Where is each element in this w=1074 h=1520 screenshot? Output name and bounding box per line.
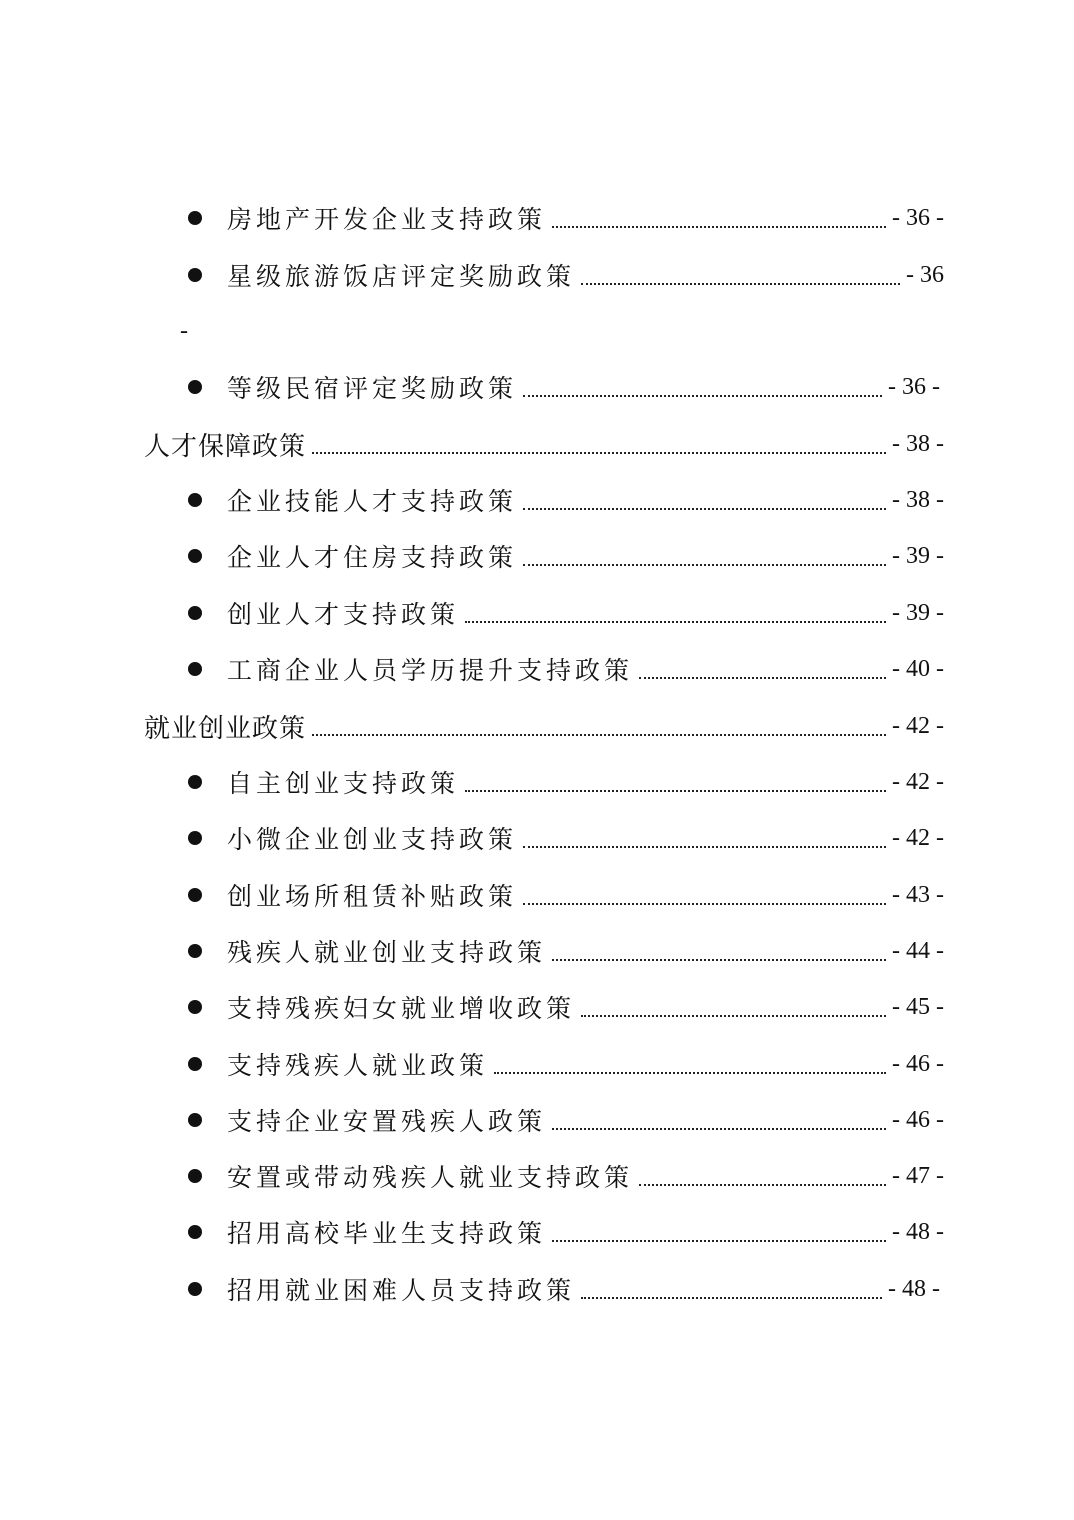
bullet-icon [188, 888, 202, 902]
toc-entry-label: 等级民宿评定奖励政策 [227, 374, 518, 403]
toc-page-number: - 40 - [892, 655, 944, 682]
bullet-icon [188, 380, 202, 394]
toc-page-number: - 42 - [892, 712, 944, 739]
toc-page-number: - 46 - [892, 1106, 944, 1133]
toc-page-number: - 43 - [892, 881, 944, 908]
toc-entry[interactable] [188, 367, 940, 407]
toc-entry[interactable] [188, 1212, 944, 1252]
toc-heading-label: 就业创业政策 [144, 713, 307, 744]
toc-entry[interactable] [188, 987, 944, 1027]
toc-entry-label: 残疾人就业创业支持政策 [227, 938, 547, 967]
bullet-icon [188, 606, 202, 620]
toc-entry[interactable] [188, 1100, 944, 1140]
dot-leader [465, 790, 886, 792]
dot-leader [581, 283, 900, 285]
bullet-icon [188, 268, 202, 282]
bullet-icon [188, 1169, 202, 1183]
toc-entry-label: 星级旅游饭店评定奖励政策 [227, 262, 576, 291]
toc-entry[interactable] [188, 255, 944, 295]
toc-entry-label: 创业人才支持政策 [227, 600, 460, 629]
toc-page-number-wrap: - [180, 318, 188, 344]
toc-entry-label: 小微企业创业支持政策 [227, 825, 518, 854]
toc-page-number: - 38 - [892, 486, 944, 513]
toc-page-number: - 48 - [892, 1218, 944, 1245]
toc-entry[interactable] [188, 480, 944, 520]
toc-entry[interactable] [188, 536, 944, 576]
toc-page-number: - 38 - [892, 430, 944, 457]
toc-entry[interactable] [188, 198, 944, 238]
toc-page-number: - 47 - [892, 1162, 944, 1189]
toc-page-number: - 46 - [892, 1050, 944, 1077]
bullet-icon [188, 662, 202, 676]
toc-entry-label: 支持残疾人就业政策 [227, 1051, 489, 1080]
toc-entry-label: 房地产开发企业支持政策 [227, 205, 547, 234]
dot-leader [312, 734, 886, 736]
bullet-icon [188, 1113, 202, 1127]
toc-entry[interactable] [188, 593, 944, 633]
bullet-icon [188, 944, 202, 958]
toc-page-number: - 39 - [892, 599, 944, 626]
toc-entry-label: 企业人才住房支持政策 [227, 543, 518, 572]
toc-entry-label: 招用就业困难人员支持政策 [227, 1276, 576, 1305]
bullet-icon [188, 1282, 202, 1296]
bullet-icon [188, 831, 202, 845]
toc-entry-label: 工商企业人员学历提升支持政策 [227, 656, 634, 685]
dot-leader [552, 1240, 886, 1242]
toc-entry[interactable] [188, 875, 944, 915]
dot-leader [581, 1297, 882, 1299]
dot-leader [523, 564, 886, 566]
dot-leader [581, 1015, 886, 1017]
dot-leader [494, 1072, 886, 1074]
dot-leader [523, 508, 886, 510]
dot-leader [312, 452, 886, 454]
toc-entry-label: 支持残疾妇女就业增收政策 [227, 994, 576, 1023]
toc-entry-label: 招用高校毕业生支持政策 [227, 1219, 547, 1248]
dot-leader [639, 1184, 886, 1186]
bullet-icon [188, 1057, 202, 1071]
dot-leader [552, 226, 886, 228]
toc-page-number: - 42 - [892, 768, 944, 795]
bullet-icon [188, 493, 202, 507]
bullet-icon [188, 1000, 202, 1014]
toc-entry[interactable] [188, 649, 944, 689]
toc-entry-label: 自主创业支持政策 [227, 769, 460, 798]
toc-entry[interactable] [188, 762, 944, 802]
toc-section-heading[interactable] [144, 424, 944, 464]
toc-page-number: - 42 - [892, 824, 944, 851]
dot-leader [523, 395, 882, 397]
toc-entry[interactable] [188, 1044, 944, 1084]
toc-entry-label: 创业场所租赁补贴政策 [227, 882, 518, 911]
toc-heading-label: 人才保障政策 [144, 431, 307, 462]
dot-leader [523, 846, 886, 848]
toc-page-number: - 48 - [888, 1275, 940, 1302]
toc-section-heading[interactable] [144, 706, 944, 746]
toc-entry[interactable] [188, 1156, 944, 1196]
dot-leader [523, 903, 886, 905]
dot-leader [552, 1128, 886, 1130]
toc-entry-label: 安置或带动残疾人就业支持政策 [227, 1163, 634, 1192]
toc-page-number: - 45 - [892, 993, 944, 1020]
dot-leader [465, 621, 886, 623]
toc-page-number: - 36 - [892, 204, 944, 231]
bullet-icon [188, 549, 202, 563]
bullet-icon [188, 211, 202, 225]
toc-entry-label: 企业技能人才支持政策 [227, 487, 518, 516]
bullet-icon [188, 775, 202, 789]
toc-entry-label: 支持企业安置残疾人政策 [227, 1107, 547, 1136]
toc-page-number: - 44 - [892, 937, 944, 964]
toc-page-number: - 36 [906, 261, 944, 288]
dot-leader [552, 959, 886, 961]
toc-entry[interactable] [188, 931, 944, 971]
toc-entry[interactable] [188, 1269, 940, 1309]
dot-leader [639, 677, 886, 679]
toc-page-number: - 36 - [888, 373, 940, 400]
toc-entry[interactable] [188, 818, 944, 858]
bullet-icon [188, 1225, 202, 1239]
toc-page-number: - 39 - [892, 542, 944, 569]
